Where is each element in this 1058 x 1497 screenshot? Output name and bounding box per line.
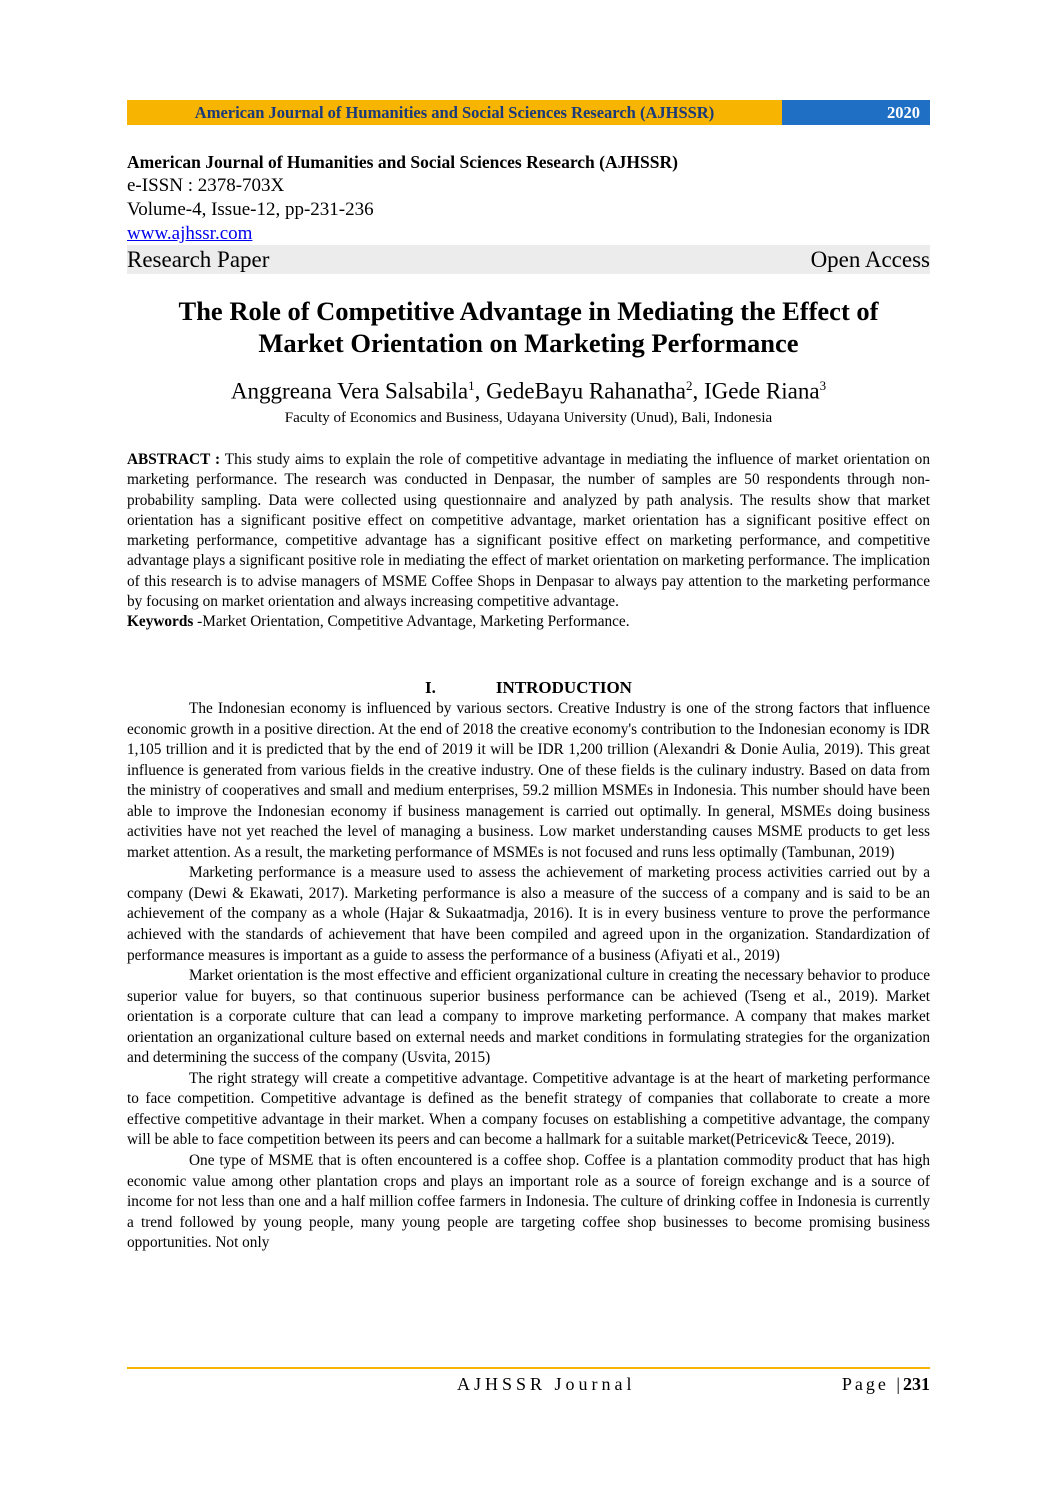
title-line-1: The Role of Competitive Advantage in Mediating the Effect of <box>178 296 879 326</box>
header-journal-title: American Journal of Humanities and Social Sciences Research (AJHSSR) <box>194 102 715 122</box>
body-text <box>127 699 930 1254</box>
author-affiliation-marker: 3 <box>819 378 827 393</box>
access-type: Open Access <box>810 246 930 272</box>
footer-page <box>842 1374 930 1395</box>
author-name: GedeBayu Rahanatha <box>486 378 686 404</box>
header-journal-title-cell <box>127 100 782 125</box>
author-list: Anggreana Vera Salsabila$^1$, GedeBayu Rahanatha$^2$, IGede Riana$^3$ <box>230 378 827 404</box>
journal-info-block <box>127 150 930 246</box>
section-heading <box>127 678 930 698</box>
keywords-text: -Market Orientation, Competitive Advantage, Marketing Performance. <box>193 613 630 631</box>
paragraph: Market orientation is the most effective and efficient organizational culture in creating the necessary behavior to produce superior value for buyers, so that continuous superior business performance can be achieved (Tseng et al., 2019). Market orientation is a corporate culture that can lead a company to improve marketing performance. A company that makes market orientation an organizational culture based on external needs and market conditions in formulating strategies for the organization and determining the success of the company (Usvita, 2015) <box>127 967 930 1067</box>
footer-page-number: 231 <box>903 1374 930 1394</box>
paper-title <box>127 295 930 359</box>
website-link[interactable]: www.ajhssr.com <box>127 223 253 244</box>
header-year-cell <box>782 100 930 125</box>
header-year: 2020 <box>887 102 920 122</box>
footer-journal: AJHSSR Journal <box>457 1374 636 1394</box>
abstract-text: This study aims to explain the role of competitive advantage in mediating the influence of market orientation on marketing performance. The research was conducted in Denpasar, the number of samples are 50 respondents through non-probability sampling. Data were collected using questionnaire and analyzed by path analysis. The results show that market orientation has a significant positive effect on competitive advantage, market orientation has a significant positive effect on marketing performance, competitive advantage has a significant positive effect on marketing performance, and competitive advantage plays a significant positive role in mediating the effect of market orientation on marketing performance. The implication of this research is to advise managers of MSME Coffee Shops in Denpasar to always pay attention to the marketing performance by focusing on market orientation and always increasing competitive advantage. <box>127 451 930 611</box>
paper-type: Research Paper <box>127 246 270 272</box>
title-line-2: Market Orientation on Marketing Performance <box>258 328 799 358</box>
section-title: INTRODUCTION <box>495 678 632 697</box>
paper-type-bar <box>127 245 930 274</box>
author-affiliation-marker: 2 <box>685 378 693 393</box>
paragraph: One type of MSME that is often encountered is a coffee shop. Coffee is a plantation commodity product that has high economic value among other plantation crops and plays an important role as a source of foreign exchange and is a source of income for not less than one and a half million coffee farmers in Indonesia. The culture of drinking coffee in Indonesia is currently a trend followed by young people, many young people are targeting coffee shop businesses to become promising business opportunities. Not only <box>127 1152 930 1252</box>
footer-divider <box>127 1367 930 1369</box>
keywords-label: Keywords <box>127 613 194 631</box>
journal-name: American Journal of Humanities and Social Sciences Research (AJHSSR) <box>127 152 678 172</box>
paragraph: The Indonesian economy is influenced by various sectors. Creative Industry is one of the strong factors that influence economic growth in a positive direction. At the end of 2018 the creative economy's contribution to the Indonesian economy is IDR 1,105 trillion and it is predicted that by the end of 2019 it will be IDR 1,200 trillion (Alexandri & Donie Aulia, 2019). This great influence is generated from various fields in the creative industry. One of these fields is the culinary industry. Based on data from the ministry of cooperatives and small and medium enterprises, 59.2 million MSMEs in Indonesia. This number should have been able to improve the Indonesian economy if business management is carried out optimally. In general, MSMEs doing business activities have not yet reached the level of managing a business. Low market understanding causes MSME products to get less market attention. As a result, the marketing performance of MSMEs is not focused and runs less optimally (Tambunan, 2019) <box>127 700 930 861</box>
issn: e-ISSN : 2378-703X <box>127 175 285 196</box>
journal-header-bar <box>127 100 930 125</box>
abstract-block <box>127 450 930 633</box>
author-name: Anggreana Vera Salsabila <box>230 378 469 404</box>
author-name: IGede Riana <box>703 378 820 404</box>
section-number: I. <box>425 678 436 697</box>
paragraph: Marketing performance is a measure used to assess the achievement of marketing process activities carried out by a company (Dewi & Ekawati, 2017). Marketing performance is also a measure of the success of a company and is said to be an achievement of the company as a whole (Hajar & Sukaatmadja, 2016). It is in every business venture to prove the performance achieved with the standards of achievement that have been compiled and agreed upon in the organization. Standardization of performance measures is important as a guide to assess the performance of a business (Afiyati et al., 2019) <box>127 864 930 964</box>
author-affiliation-marker: 1 <box>468 378 475 393</box>
keywords-line <box>127 612 930 632</box>
footer-page-label: Page | <box>841 1374 903 1394</box>
affiliation: Faculty of Economics and Business, Udayana University (Unud), Bali, Indonesia <box>284 410 773 426</box>
paragraph: The right strategy will create a competitive advantage. Competitive advantage is at the heart of marketing performance to face competition. Competitive advantage is defined as the benefit strategy of companies that collaborate to create a more effective competitive advantage in their market. When a company focuses on establishing a competitive advantage, the company will be able to face competition between its peers and can become a hallmark for a suitable market(Petricevic& Teece, 2019). <box>127 1069 930 1149</box>
volume-info: Volume-4, Issue-12, pp-231-236 <box>127 199 374 220</box>
abstract-label: ABSTRACT : <box>127 451 221 468</box>
